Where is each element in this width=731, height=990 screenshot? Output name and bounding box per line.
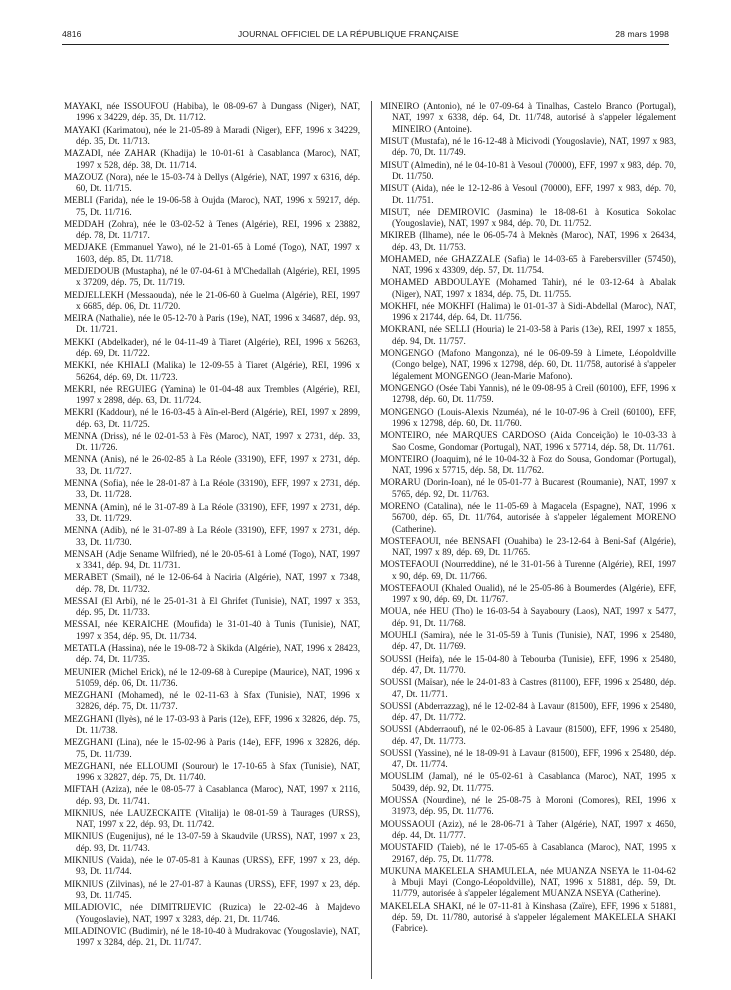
page-number: 4816 (62, 29, 82, 39)
naturalization-entry: MEUNIER (Michel Erick), né le 12-09-68 à Curepipe (Maurice), NAT, 1996 x 51059, dép. 06, Dt. 11/736. (64, 666, 360, 688)
naturalization-entry: SOUSSI (Heifa), née le 15-04-80 à Tebourba (Tunisie), EFF, 1996 x 25480, dép. 47, Dt. 11/770. (380, 653, 676, 675)
naturalization-entry: MOKRANI, née SELLI (Houria) le 21-03-58 à Paris (13e), REI, 1997 x 1855, dép. 94, Dt. 11/757. (380, 324, 676, 346)
naturalization-entry: MEZGHANI, née ELLOUMI (Sourour) le 17-10-65 à Sfax (Tunisie), NAT, 1996 x 32827, dép. 75, Dt. 11/740. (64, 760, 360, 783)
naturalization-entry: MILADIOVIC, née DIMITRIJEVIC (Ruzica) le 22-02-46 à Majdevo (Yougoslavie), NAT, 1997 x 3283, dép. 21, Dt. 11/746. (64, 902, 360, 924)
naturalization-entry: MOUA, née HEU (Tho) le 16-03-54 à Sayaboury (Laos), NAT, 1997 x 5477, dép. 91, Dt. 11/768. (380, 606, 676, 628)
naturalization-entry: MOSTEFAOUI, née BENSAFI (Ouahiba) le 23-12-64 à Beni-Saf (Algérie), NAT, 1997 x 89, dép. 69, Dt. 11/765. (380, 535, 676, 558)
naturalization-entry: MOSTEFAOUI (Nourreddine), né le 31-01-56 à Turenne (Algérie), REI, 1997 x 90, dép. 69, Dt. 11/766. (380, 559, 676, 581)
naturalization-entry: MEDJELLEKH (Messaouda), née le 21-06-60 à Guelma (Algérie), REI, 1997 x 6685, dép. 06, Dt. 11/720. (64, 289, 360, 311)
naturalization-entry: MEKRI (Kaddour), né le 16-03-45 à Aïn-el-Berd (Algérie), REI, 1997 x 2899, dép. 63, Dt. 11/725. (64, 407, 360, 429)
naturalization-entry: MONTEIRO, née MARQUES CARDOSO (Aida Conceição) le 10-03-33 à Sao Cosme, Gondomar (Portugal), NAT, 1996 x 57714, dép. 58, Dt. 11/761. (380, 430, 676, 452)
naturalization-entry: MONGENGO (Osée Tabi Yannis), né le 09-08-95 à Creil (60100), EFF, 1996 x 12798, dép. 60, Dt. 11/759. (380, 383, 676, 405)
naturalization-entry: MEKKI, née KHIALI (Malika) le 12-09-55 à Tiaret (Algérie), REI, 1996 x 56264, dép. 69, Dt. 11/723. (64, 360, 360, 382)
naturalization-entry: MEZGHANI (Lina), née le 15-02-96 à Paris (14e), EFF, 1996 x 32826, dép. 75, Dt. 11/739. (64, 737, 360, 759)
naturalization-entry: MIFTAH (Aziza), née le 08-05-77 à Casablanca (Maroc), NAT, 1997 x 2116, dép. 93, Dt. 11/741. (64, 784, 360, 806)
naturalization-entry: MONGENGO (Louis-Alexis Nzuméa), né le 10-07-96 à Creil (60100), EFF, 1996 x 12798, dép. 60, Dt. 11/760. (380, 406, 676, 428)
naturalization-entry: MENNA (Amin), né le 31-07-89 à La Réole (33190), EFF, 1997 x 2731, dép. 33, Dt. 11/729. (64, 501, 360, 523)
naturalization-entry: MILADINOVIC (Budimir), né le 18-10-40 à Mudrakovac (Yougoslavie), NAT, 1997 x 3284, dép. 21, Dt. 11/747. (64, 925, 360, 948)
naturalization-entry: MOKHFI, née MOKHFI (Halima) le 01-01-37 à Sidi-Abdellal (Maroc), NAT, 1996 x 21744, dép. 64, Dt. 11/756. (380, 300, 676, 323)
naturalization-entry: MEKKI (Abdelkader), né le 04-11-49 à Tiaret (Algérie), REI, 1996 x 56263, dép. 69, Dt. 11/722. (64, 336, 360, 359)
naturalization-entry: MISUT (Almedin), né le 04-10-81 à Vesoul (70000), EFF, 1997 x 983, dép. 70, Dt. 11/750. (380, 159, 676, 181)
naturalization-entry: MINEIRO (Antonio), né le 07-09-64 à Tinalhas, Castelo Branco (Portugal), NAT, 1997 x 6338, dép. 64, Dt. 11/748, autorisé à s'appeler légalement MINEIRO (Antoine). (380, 101, 676, 134)
naturalization-entry: MONTEIRO (Joaquim), né le 10-04-32 à Foz do Sousa, Gondomar (Portugal), NAT, 1996 x 57715, dép. 58, Dt. 11/762. (380, 453, 676, 476)
naturalization-entry: MIKNIUS (Zilvinas), né le 27-01-87 à Kaunas (URSS), EFF, 1997 x 23, dép. 93, Dt. 11/745. (64, 878, 360, 900)
naturalization-entry: MESSAI, née KERAICHE (Moufida) le 31-01-40 à Tunis (Tunisie), NAT, 1997 x 354, dép. 95, Dt. 11/734. (64, 619, 360, 641)
naturalization-entry: MEZGHANI (Mohamed), né le 02-11-63 à Sfax (Tunisie), NAT, 1996 x 32826, dép. 75, Dt. 11/737. (64, 690, 360, 712)
naturalization-entry: MISUT (Aida), née le 12-12-86 à Vesoul (70000), EFF, 1997 x 983, dép. 70, Dt. 11/751. (380, 183, 676, 205)
naturalization-entry: MEKRI, née REGUIEG (Yamina) le 01-04-48 aux Trembles (Algérie), REI, 1997 x 2898, dép. 63, Dt. 11/724. (64, 383, 360, 406)
naturalization-entry: MERABET (Smail), né le 12-06-64 à Naciria (Algérie), NAT, 1997 x 7348, dép. 78, Dt. 11/732. (64, 572, 360, 594)
left-column (64, 101, 360, 949)
naturalization-entry: MAYAKI (Karimatou), née le 21-05-89 à Maradi (Niger), EFF, 1996 x 34229, dép. 35, Dt. 11/713. (64, 124, 360, 146)
naturalization-entry: SOUSSI (Yassine), né le 18-09-91 à Lavaur (81500), EFF, 1996 x 25480, dép. 47, Dt. 11/774. (380, 747, 676, 770)
naturalization-entry: MENNA (Driss), né le 02-01-53 à Fès (Maroc), NAT, 1997 x 2731, dép. 33, Dt. 11/726. (64, 430, 360, 453)
naturalization-entry: MEIRA (Nathalie), née le 05-12-70 à Paris (19e), NAT, 1996 x 34687, dép. 93, Dt. 11/721. (64, 313, 360, 335)
naturalization-entry: MENNA (Adib), né le 31-07-89 à La Réole (33190), EFF, 1997 x 2731, dép. 33, Dt. 11/730. (64, 525, 360, 547)
naturalization-entry: MIKNIUS, née LAUZECKAITE (Vitalija) le 08-01-59 à Taurages (URSS), NAT, 1997 x 22, dép. 93, Dt. 11/742. (64, 807, 360, 830)
naturalization-entry: MAZADI, née ZAHAR (Khadija) le 10-01-61 à Casablanca (Maroc), NAT, 1997 x 528, dép. 38, Dt. 11/714. (64, 148, 360, 170)
naturalization-entry: MIKNIUS (Eugenijus), né le 13-07-59 à Skaudvile (URSS), NAT, 1997 x 23, dép. 93, Dt. 11/743. (64, 831, 360, 853)
naturalization-entry: MUKUNA MAKELELA SHAMULELA, née MUANZA NSEYA le 11-04-62 à Mbuji Mayi (Congo-Léopoldville), NAT, 1996 x 51881, dép. 59, Dt. 11/779, autorisée à s'appeler légalement MUANZA NSEYA (Catherine). (380, 865, 676, 899)
naturalization-entry: MOUSSA (Nourdine), né le 25-08-75 à Moroni (Comores), REI, 1996 x 31973, dép. 95, Dt. 11/776. (380, 794, 676, 817)
naturalization-entry: MAKELELA SHAKI, né le 07-11-81 à Kinshasa (Zaïre), EFF, 1996 x 51881, dép. 59, Dt. 11/780, autorisé à s'appeler légalement MAKELELA SHAKI (Fabrice). (380, 900, 676, 934)
naturalization-entry: MAZOUZ (Nora), née le 15-03-74 à Dellys (Algérie), NAT, 1997 x 6316, dép. 60, Dt. 11/715. (64, 171, 360, 194)
naturalization-entry: MENNA (Sofia), née le 28-01-87 à La Réole (33190), EFF, 1997 x 2731, dép. 33, Dt. 11/728. (64, 478, 360, 500)
naturalization-entry: MORENO (Catalina), née le 11-05-69 à Magacela (Espagne), NAT, 1996 x 56700, dép. 65, Dt. 11/764, autorisée à s'appeler légalement MORENO (Catherine). (380, 500, 676, 534)
naturalization-entry: MOUHLI (Samira), née le 31-05-59 à Tunis (Tunisie), NAT, 1996 x 25480, dép. 47, Dt. 11/769. (380, 630, 676, 652)
naturalization-entry: MOUSTAFID (Taieb), né le 17-05-65 à Casablanca (Maroc), NAT, 1995 x 29167, dép. 75, Dt. 11/778. (380, 842, 676, 864)
naturalization-entry: MAYAKI, née ISSOUFOU (Habiba), le 08-09-67 à Dungass (Niger), NAT, 1996 x 34229, dép. 35, Dt. 11/712. (64, 101, 360, 123)
naturalization-entry: SOUSSI (Maïsar), née le 24-01-83 à Castres (81100), EFF, 1996 x 25480, dép. 47, Dt. 11/771. (380, 677, 676, 699)
naturalization-entry: MOHAMED ABDOULAYE (Mohamed Tahir), né le 03-12-64 à Abalak (Niger), NAT, 1997 x 1834, dép. 75, Dt. 11/755. (380, 277, 676, 299)
naturalization-entry: MIKNIUS (Vaida), née le 07-05-81 à Kaunas (URSS), EFF, 1997 x 23, dép. 93, Dt. 11/744. (64, 855, 360, 877)
naturalization-entry: MEDDAH (Zohra), née le 03-02-52 à Tenes (Algérie), REI, 1996 x 23882, dép. 78, Dt. 11/717. (64, 218, 360, 241)
naturalization-entry: MISUT (Mustafa), né le 16-12-48 à Micivodi (Yougoslavie), NAT, 1997 x 983, dép. 70, Dt. 11/749. (380, 135, 676, 158)
journal-title: JOURNAL OFFICIEL DE LA RÉPUBLIQUE FRANÇAISE (237, 29, 459, 39)
naturalization-entry: MENSAH (Adje Sename Wilfried), né le 20-05-61 à Lomé (Togo), NAT, 1997 x 3341, dép. 94, Dt. 11/731. (64, 548, 360, 571)
naturalization-entry: MOSTEFAOUI (Khaled Oualid), né le 25-05-86 à Boumerdes (Algérie), EFF, 1997 x 90, dép. 69, Dt. 11/767. (380, 582, 676, 605)
issue-date: 28 mars 1998 (615, 29, 669, 39)
naturalization-entry: SOUSSI (Abderraouf), né le 02-06-85 à Lavaur (81500), EFF, 1996 x 25480, dép. 47, Dt. 11/773. (380, 724, 676, 746)
naturalization-entry: MESSAI (El Arbi), né le 25-01-31 à El Ghrifet (Tunisie), NAT, 1997 x 353, dép. 95, Dt. 11/733. (64, 595, 360, 618)
naturalization-entry: MKIREB (Ilhame), née le 06-05-74 à Meknès (Maroc), NAT, 1996 x 26434, dép. 43, Dt. 11/753. (380, 230, 676, 252)
right-column (380, 101, 676, 936)
naturalization-entry: MEDJEDOUB (Mustapha), né le 07-04-61 à M'Chedallah (Algérie), REI, 1995 x 37209, dép. 75, Dt. 11/719. (64, 265, 360, 288)
naturalization-entry: MOHAMED, née GHAZZALE (Safia) le 14-03-65 à Farebersviller (57450), NAT, 1996 x 43309, dép. 57, Dt. 11/754. (380, 253, 676, 276)
naturalization-entry: MENNA (Anis), né le 26-02-85 à La Réole (33190), EFF, 1997 x 2731, dép. 33, Dt. 11/727. (64, 454, 360, 476)
naturalization-entry: MEZGHANI (Ilyès), né le 17-03-93 à Paris (12e), EFF, 1996 x 32826, dép. 75, Dt. 11/738. (64, 713, 360, 736)
page-header (62, 27, 669, 41)
naturalization-entry: MISUT, née DEMIROVIC (Jasmina) le 18-08-61 à Kosutica Sokolac (Yougoslavie), NAT, 1997 x 984, dép. 70, Dt. 11/752. (380, 206, 676, 229)
naturalization-entry: MONGENGO (Mafono Mangonza), né le 06-09-59 à Limete, Léopoldville (Congo belge), NAT, 1996 x 12798, dép. 60, Dt. 11/758, autorisé à s'appeler légalement MONGENGO (Jean-Marie Mafono). (380, 348, 676, 381)
naturalization-entry: MEBLI (Farida), née le 19-06-58 à Oujda (Maroc), NAT, 1996 x 59217, dép. 75, Dt. 11/716. (64, 195, 360, 217)
column-divider (371, 101, 372, 979)
naturalization-entry: MOUSLIM (Jamal), né le 05-02-61 à Casablanca (Maroc), NAT, 1995 x 50439, dép. 92, Dt. 11/775. (380, 771, 676, 793)
naturalization-entry: SOUSSI (Abderrazzag), né le 12-02-84 à Lavaur (81500), EFF, 1996 x 25480, dép. 47, Dt. 11/772. (380, 700, 676, 723)
naturalization-entry: MEDJAKE (Emmanuel Yawo), né le 21-01-65 à Lomé (Togo), NAT, 1997 x 1603, dép. 85, Dt. 11/718. (64, 242, 360, 264)
naturalization-entry: METATLA (Hassina), née le 19-08-72 à Skikda (Algérie), NAT, 1996 x 28423, dép. 74, Dt. 11/735. (64, 642, 360, 665)
header-rule (62, 44, 669, 45)
naturalization-entry: MORARU (Dorin-Ioan), né le 05-01-77 à Bucarest (Roumanie), NAT, 1997 x 5765, dép. 92, Dt. 11/763. (380, 477, 676, 499)
naturalization-entry: MOUSSAOUI (Aziz), né le 28-06-71 à Taher (Algérie), NAT, 1997 x 4650, dép. 44, Dt. 11/777. (380, 818, 676, 840)
